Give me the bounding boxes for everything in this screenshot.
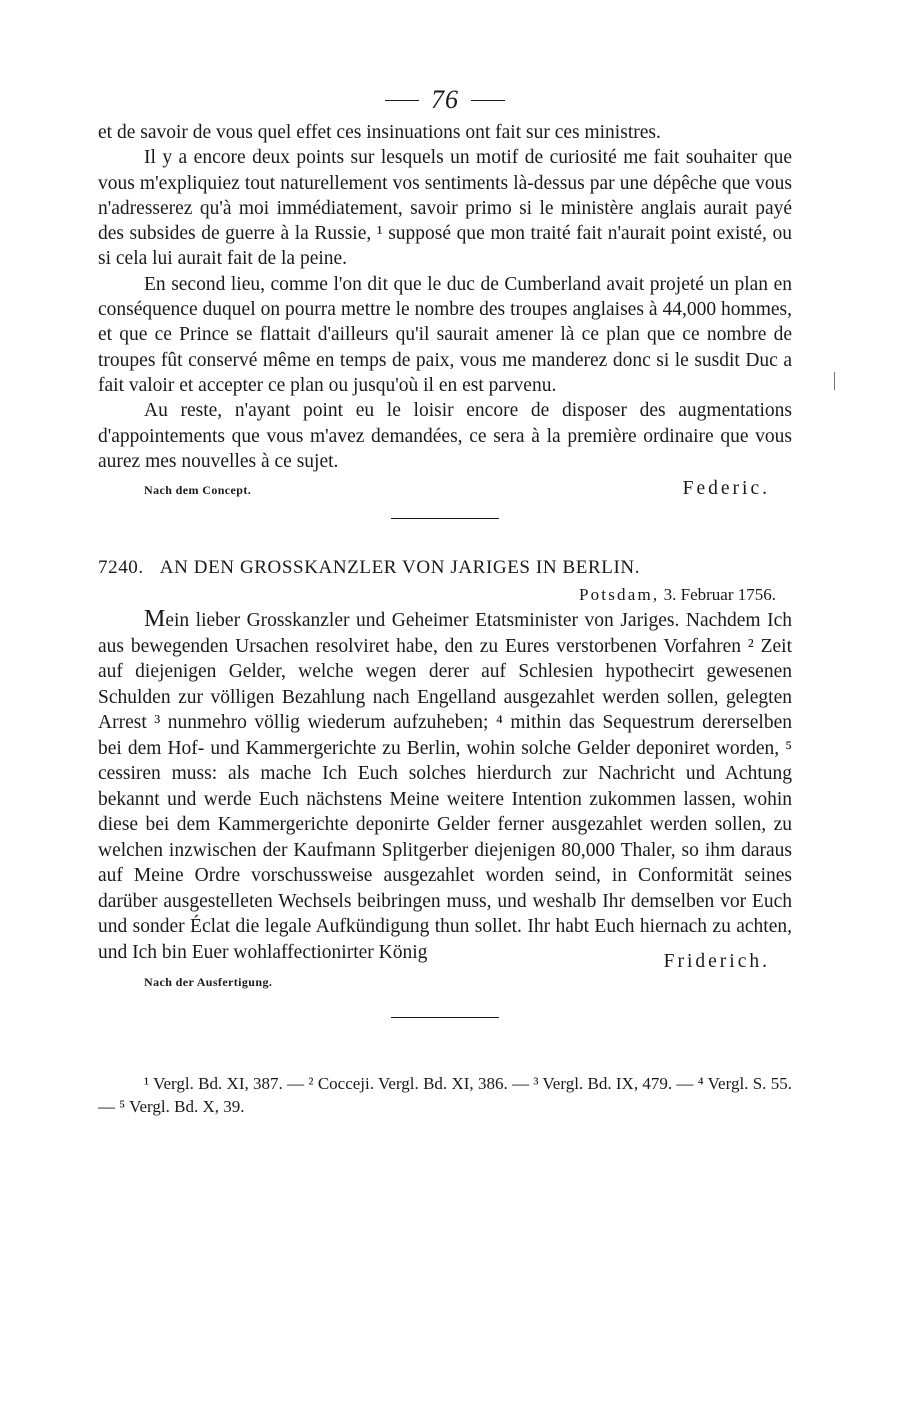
- margin-mark: [834, 372, 835, 390]
- letter-2-source-note: Nach der Ausfertigung.: [144, 975, 273, 990]
- letter-2-body-text: ein lieber Grosskanzler und Geheimer Etatsminister von Jariges. Nachdem Ich aus bewegenden Ursachen resolviret habe, den zu Eures verstorbenen Vorfahren ² Zeit auf diejenigen Gelder, welche wegen derer auf Schlesien hypothecirt gewesenen Schulden zur völligen Bezahlung nach Engelland ausgezahlet werden sollen, gelegten Arrest ³ nunmehro völlig wiederum aufzuheben; ⁴ mithin das Sequestrum dererselben bei dem Hof- und Kammergerichte zu Berlin, wohin solche Gelder deponiret worden, ⁵ cessiren muss: als mache Ich Euch solches hierdurch zur Nachricht und Achtung bekannt und werde Euch nächstens Meine weitere Intention zukommen lassen, wohin diese bei dem Kammergerichte deponirte Gelder ferner ausgezahlet werden sollen, zu welchen inzwischen der Kaufmann Splitgerber diejenigen 80,000 Thaler, so ihm daraus auf Meine Ordre vorschussweise ausgezahlet worden seind, in Conformität seines darüber ausgestelleten Wechsels beibringen muss, und weshalb Ihr demselben vor Euch und sonder Éclat die legale Aufkündigung thun sollet. Ihr habt Euch hiernach zu achten, und Ich bin Euer wohlaffectionirter König: [98, 610, 792, 963]
- page-number: 76: [431, 85, 459, 114]
- header-dash-left: [385, 100, 419, 101]
- letter-federic: [98, 120, 792, 500]
- document-page: [98, 80, 792, 1135]
- letter-1-paragraph-curiosity: Il y a encore deux points sur lesquels un motif de curiosité me fait souhaiter que vous m'expliquiez tout naturellement vos sentiments là-dessus par une dépêche que vous n'adresserez qu'à moi immédiatement, savoir primo si le ministère anglais aurait payé des subsides de guerre à la Russie, ¹ supposé que mon traité fait n'aurait point existé, ou si cela lui aurait fait de la peine.: [98, 147, 792, 270]
- letter-1-signature-row: [98, 478, 792, 500]
- section-divider-2: [391, 1017, 499, 1018]
- letter-2-number: 7240.: [98, 557, 144, 579]
- header-dash-right: [471, 100, 505, 101]
- letter-1-paragraph-closing: Au reste, n'ayant point eu le loisir encore de disposer des augmentations d'appointements que vous m'avez demandées, ce sera à la première ordinaire que vous aurez mes nouvelles à ce sujet.: [98, 400, 792, 472]
- letter-2-dateline: [98, 585, 776, 605]
- letter-2-heading: [98, 557, 792, 579]
- letter-2-date: 3. Februar 1756.: [663, 585, 776, 605]
- letter-2-signature-row: [98, 951, 792, 999]
- letter-2-place: Potsdam,: [578, 585, 660, 605]
- section-divider-1: [391, 518, 499, 519]
- letter-2-signature: Friderich.: [663, 951, 770, 973]
- footnotes: ¹ Vergl. Bd. XI, 387. — ² Cocceji. Vergl. Bd. XI, 386. — ³ Vergl. Bd. IX, 479. — ⁴ Vergl. S. 55. — ⁵ Vergl. Bd. X, 39.: [98, 1074, 792, 1117]
- letter-2-body: [98, 607, 792, 965]
- letter-1-signature: Federic.: [682, 478, 770, 500]
- letter-1-source-note: Nach dem Concept.: [144, 483, 252, 498]
- letter-1-paragraph-continuation: et de savoir de vous quel effet ces insinuations ont fait sur ces ministres.: [98, 122, 661, 143]
- letter-2-initial: M: [144, 606, 166, 633]
- letter-1-paragraph-second-point: En second lieu, comme l'on dit que le duc de Cumberland avait projeté un plan en conséquence duquel on pourra mettre le nombre des troupes anglaises à 44,000 hommes, et que ce Prince se flattait d'ailleurs qu'il saurait amener là ce plan que ce nombre de troupes fût conservé même en temps de paix, vous me manderez donc si le susdit Duc a fait valoir et accepter ce plan ou jusqu'où il en est parvenu.: [98, 273, 792, 396]
- letter-2-title: AN DEN GROSSKANZLER VON JARIGES IN BERLIN.: [159, 557, 641, 579]
- letter-7240: [98, 557, 792, 999]
- page-header: [98, 80, 792, 120]
